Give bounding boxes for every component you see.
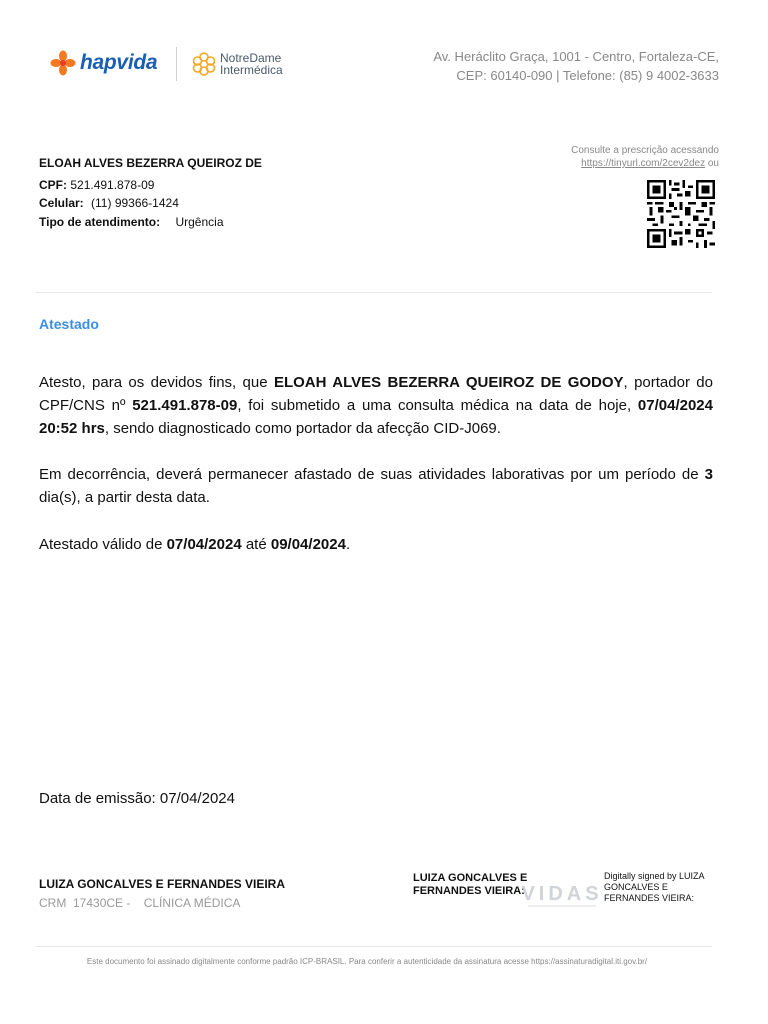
cpf-value: 521.491.878-09 [70,178,155,192]
footer-divider [36,946,712,947]
p1-patient-name: ELOAH ALVES BEZERRA QUEIROZ DE GODOY [273,374,624,391]
p3-text-a: Atestado válido de [39,536,167,553]
doctor-crm: CRM 17430CE - CLÍNICA MÉDICA [39,896,241,910]
p2-text-a: Em decorrência, deverá permanecer afastado de suas atividades laborativas por um período de [39,466,705,483]
emission-date: Data de emissão: 07/04/2024 [39,790,235,807]
leave-paragraph [39,463,713,509]
attestation-paragraph [39,371,713,440]
vidas-logo-icon [520,880,604,910]
footer-note: Este documento foi assinado digitalmente conforme padrão ICP-BRASIL. Para conferir a autenticidade da assinatura acesse https://assinaturadigital.iti.gov.br/ [86,957,648,966]
notredame-brand-line-1: NotreDame [220,51,282,65]
document-title: Atestado [39,316,99,332]
notredame-logo [192,51,283,77]
digital-signature-info: Digitally signed by LUIZA GONCALVES E FERNANDES VIEIRA: [604,871,705,903]
prescription-consult [571,144,719,170]
vidas-logo-text: VIDAS [521,883,603,905]
hapvida-brand-text: hapvida [80,51,158,74]
p3-text-c: . [345,536,351,553]
p2-text-b: dia(s), a partir desta data. [39,489,210,506]
patient-celular-row [39,196,179,210]
p3-to-date: 09/04/2024 [270,536,346,553]
prescription-link-suffix: ou [705,158,719,169]
p1-text-b: , portador do CPF/CNS nº [39,374,713,414]
digital-signature-name: LUIZA GONCALVES E FERNANDES VIEIRA: [413,872,528,897]
logo-divider [176,47,177,81]
p1-text-a: Atesto, para os devidos fins, que [39,374,274,391]
patient-cpf-row [39,178,154,192]
celular-label: Celular: [39,196,84,210]
clinic-address [433,47,719,85]
prescription-consult-text: Consulte a prescrição acessando [571,145,719,156]
address-line-1: Av. Heráclito Graça, 1001 - Centro, Fortaleza-CE, [433,49,719,64]
notredame-brand-line-2: Intermédica [220,63,283,77]
patient-tipo-row [39,215,224,229]
qr-code-icon[interactable] [645,180,717,248]
hapvida-logo [50,50,157,76]
p1-text-d: , sendo diagnosticado como portador da afecção CID-J069. [104,420,501,437]
notredame-brand-text [220,52,283,76]
p2-days: 3 [704,466,713,483]
doctor-name: LUIZA GONCALVES E FERNANDES VIEIRA [39,877,286,891]
tipo-label: Tipo de atendimento: [39,215,161,229]
patient-name: ELOAH ALVES BEZERRA QUEIROZ DE [39,156,262,170]
p1-text-c: , foi submetido a uma consulta médica na data de hoje, [237,397,638,414]
celular-value: (11) 99366-1424 [91,196,179,210]
hapvida-flower-icon [50,50,76,76]
prescription-link[interactable]: https://tinyurl.com/2cev2dez [581,158,706,169]
section-divider [36,292,712,293]
p3-text-b: até [241,536,271,553]
notredame-flower-icon [192,51,216,77]
p1-cpf: 521.491.878-09 [132,397,238,414]
p3-from-date: 07/04/2024 [166,536,242,553]
address-line-2: CEP: 60140-090 | Telefone: (85) 9 4002-3633 [456,68,719,83]
cpf-label: CPF: [39,178,67,192]
tipo-value: Urgência [175,215,224,229]
validity-paragraph [39,533,713,556]
p1-datetime: 07/04/2024 20:52 hrs [39,397,713,437]
